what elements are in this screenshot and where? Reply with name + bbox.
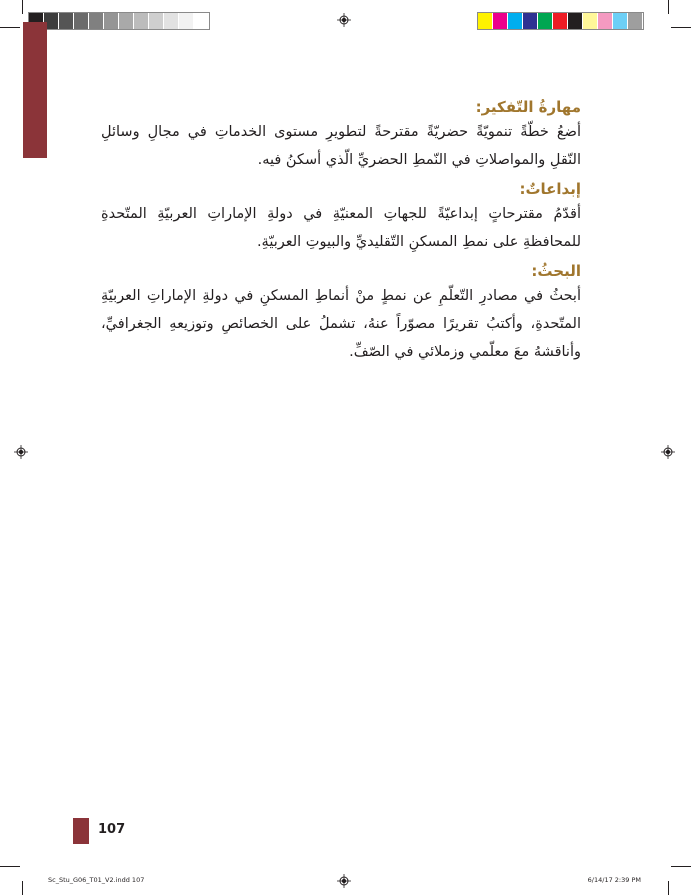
color-swatch xyxy=(164,13,179,29)
process-color-bar xyxy=(477,12,644,30)
section-heading: مهارةُ التّفكير: xyxy=(475,98,581,116)
color-swatch xyxy=(628,13,643,29)
color-swatch xyxy=(493,13,508,29)
crop-mark xyxy=(671,866,691,867)
section-paragraph xyxy=(101,200,581,256)
paragraph-line: أقدّمُ مقترحاتٍ إبداعيّةً للجهاتِ المعنيّةِ في دولةِ الإماراتِ العربيّةِ المتّحدةِ للمحافظةِ xyxy=(101,206,581,250)
color-swatch xyxy=(89,13,104,29)
paragraph-line: النّقلِ والمواصلاتِ في النّمطِ الحضريِّ الّذي أسكنُ فيه. xyxy=(257,152,581,168)
color-swatch xyxy=(104,13,119,29)
paragraph-line: على نمطِ المسكنِ التّقليديِّ والبيوتِ العربيّةِ. xyxy=(256,234,519,250)
crop-mark xyxy=(0,866,20,867)
slug-file-info: Sc_Stu_G06_T01_V2.indd 107 xyxy=(48,876,145,884)
section-research xyxy=(101,260,581,366)
crop-mark xyxy=(0,27,20,28)
crop-mark xyxy=(22,0,23,14)
color-swatch xyxy=(583,13,598,29)
paragraph-line: أبحثُ في مصادرِ التّعلّمِ عن نمطٍ منْ أنماطِ المسكنِ في دولةِ الإماراتِ العربيّةِ xyxy=(101,288,581,304)
section-paragraph xyxy=(101,118,581,174)
section-heading: إبداعاتٌ: xyxy=(519,180,581,198)
color-swatch xyxy=(598,13,613,29)
section-thinking-skill xyxy=(101,96,581,174)
paragraph-line: المتّحدةِ، وأكتبُ تقريرًا مصوّراً عنهُ، تشملُ على الخصائصِ وتوزيعهِ الجغرافيِّ، xyxy=(101,316,581,332)
crop-mark xyxy=(668,0,669,14)
color-swatch xyxy=(553,13,568,29)
color-swatch xyxy=(59,13,74,29)
registration-mark-icon xyxy=(14,445,28,459)
registration-mark-icon xyxy=(337,13,351,27)
section-heading: البحثُ: xyxy=(531,262,581,280)
color-swatch xyxy=(538,13,553,29)
section-creativity xyxy=(101,178,581,256)
color-swatch xyxy=(149,13,164,29)
registration-mark-icon xyxy=(337,874,351,888)
crop-mark xyxy=(671,27,691,28)
paragraph-line: وأناقشهُ معَ معلّمي وزملائي في الصّفِّ. xyxy=(349,344,581,360)
color-swatch xyxy=(74,13,89,29)
page-content xyxy=(101,96,581,370)
crop-mark xyxy=(22,881,23,895)
color-swatch xyxy=(613,13,628,29)
crop-mark xyxy=(668,881,669,895)
color-swatch xyxy=(134,13,149,29)
grayscale-color-bar xyxy=(28,12,210,30)
color-swatch xyxy=(568,13,583,29)
section-paragraph xyxy=(101,282,581,366)
page-number: 107 xyxy=(98,822,126,837)
color-swatch xyxy=(119,13,134,29)
color-swatch xyxy=(508,13,523,29)
color-swatch xyxy=(523,13,538,29)
slug-timestamp: 6/14/17 2:39 PM xyxy=(587,876,641,884)
color-swatch xyxy=(194,13,209,29)
registration-mark-icon xyxy=(661,445,675,459)
chapter-tab xyxy=(23,22,47,158)
paragraph-line: أضعُ خطّةً تنمويّةً حضريّةً مقترحةً لتطويرِ مستوى الخدماتِ في مجالِ وسائلِ xyxy=(101,124,581,140)
page-number-block xyxy=(73,818,89,844)
color-swatch xyxy=(478,13,493,29)
color-swatch xyxy=(179,13,194,29)
